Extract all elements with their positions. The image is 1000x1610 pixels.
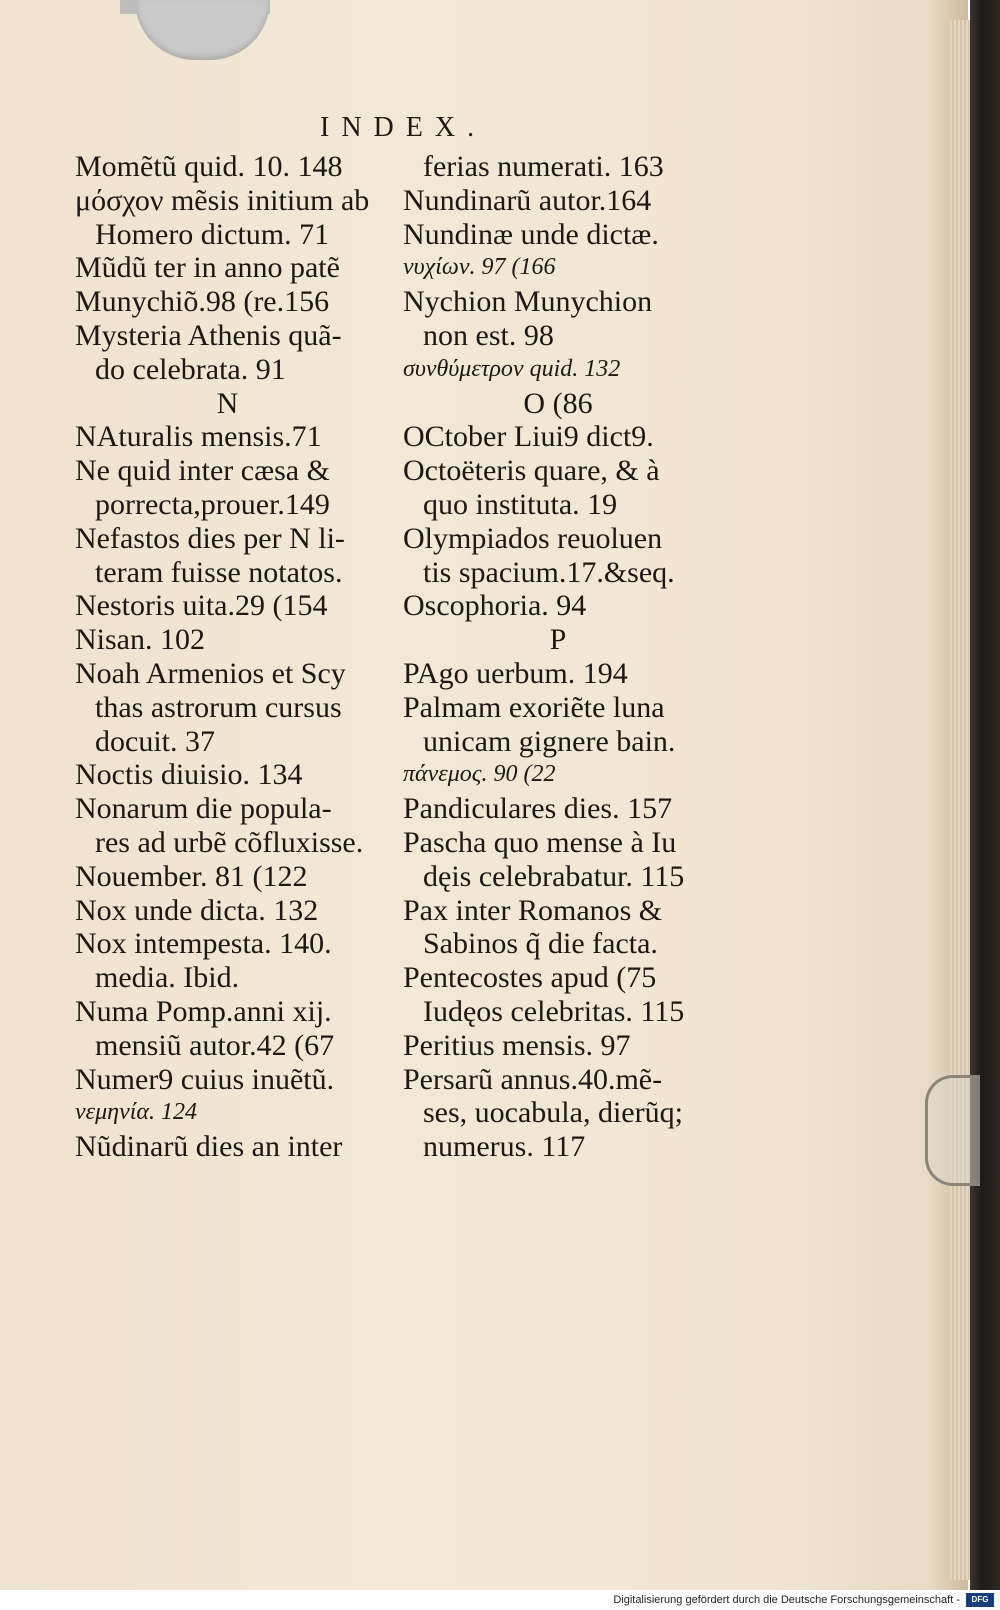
index-entry: Nũdinarũ dies an inter xyxy=(75,1130,343,1164)
index-entry: do celebrata. 91 xyxy=(95,352,286,386)
index-entry: porrecta,prouer.149 xyxy=(95,487,330,521)
running-head: INDEX. xyxy=(320,112,487,143)
index-entry: Nox intempesta. 140. xyxy=(75,927,332,961)
index-entry: Noah Armenios et Scy xyxy=(75,656,346,690)
index-entry: quo instituta. 19 xyxy=(423,487,618,521)
section-letter: O (86 xyxy=(523,386,593,420)
footer-text: Digitalisierung gefördert durch die Deutsche Forschungsgemeinschaft - xyxy=(613,1594,960,1606)
index-entry: Noctis diuisio. 134 xyxy=(75,758,303,792)
index-entry: mensiũ autor.42 (67 xyxy=(95,1028,335,1062)
index-entry: PAgo uerbum. 194 xyxy=(403,656,628,690)
index-entry: non est. 98 xyxy=(423,318,554,352)
index-entry: Munychiõ.98 (re.156 xyxy=(75,285,330,319)
index-entry: Mũdũ ter in anno patẽ xyxy=(75,251,340,285)
index-entry: Persarũ annus.40.mẽ- xyxy=(403,1062,663,1096)
index-entry: Nefastos dies per N li- xyxy=(75,521,345,555)
index-entry: νυχίων. 97 (166 xyxy=(403,254,556,281)
index-entry: tis spacium.17.&seq. xyxy=(423,555,675,589)
index-entry: Nouember. 81 (122 xyxy=(75,859,308,893)
index-column-left xyxy=(75,150,380,1164)
index-entry: συνθύμετρον quid. 132 xyxy=(403,355,621,382)
index-entry: Numa Pomp.anni xij. xyxy=(75,994,332,1028)
index-entry: teram fuisse notatos. xyxy=(95,555,343,589)
index-entry: Nonarum die popula- xyxy=(75,792,332,826)
index-entry: Pandiculares dies. 157 xyxy=(403,792,673,826)
index-entry: νεμηνία. 124 xyxy=(75,1099,197,1126)
book-edge xyxy=(970,0,1000,1590)
index-entry: Olympiados reuoluen xyxy=(403,521,663,555)
index-entry: Numer9 cuius inuẽtũ. xyxy=(75,1062,335,1096)
index-entry: Palmam exoriẽte luna xyxy=(403,690,665,724)
index-entry: Nychion Munychion xyxy=(403,285,653,319)
index-entry: Sabinos q̃ die facta. xyxy=(423,927,658,961)
section-letter: P xyxy=(549,623,567,657)
index-entry: Ne quid inter cæsa & xyxy=(75,454,330,488)
index-entry: Nundinæ unde dictæ. xyxy=(403,217,659,251)
paper-clip xyxy=(925,1075,980,1186)
digitization-footer xyxy=(0,1590,1000,1610)
index-entry: Mysteria Athenis quã- xyxy=(75,318,342,352)
index-entry: media. Ibid. xyxy=(95,961,240,995)
index-entry: Pax inter Romanos & xyxy=(403,893,663,927)
index-entry: μόσχον mẽsis initium ab xyxy=(75,183,370,217)
index-entry: ses, uocabula, dierũq; xyxy=(423,1096,683,1130)
dfg-logo: DFG xyxy=(966,1593,994,1607)
index-entry: Nisan. 102 xyxy=(75,623,205,657)
index-entry: Nox unde dicta. 132 xyxy=(75,893,319,927)
index-entry: thas astrorum cursus xyxy=(95,690,342,724)
index-entry: Nestoris uita.29 (154 xyxy=(75,589,328,623)
index-entry: Momẽtũ quid. 10. 148 xyxy=(75,150,343,183)
index-entry: numerus. 117 xyxy=(423,1130,586,1164)
index-entry: Octoëteris quare, & à xyxy=(403,454,660,488)
index-entry: ferias numerati. 163 xyxy=(423,150,664,183)
index-entry: res ad urbẽ cõfluxisse. xyxy=(95,825,364,859)
index-column-right xyxy=(403,150,713,1164)
index-entry: NAturalis mensis.71 xyxy=(75,420,322,454)
index-entry: Homero dictum. 71 xyxy=(95,217,330,251)
index-entry: Peritius mensis. 97 xyxy=(403,1028,631,1062)
index-entry: Oscophoria. 94 xyxy=(403,589,587,623)
index-entry: Pascha quo mense à Iu xyxy=(403,825,677,859)
index-entry: OCtober Liui9 dict9. xyxy=(403,420,654,454)
index-entry: πάνεμος. 90 (22 xyxy=(403,761,556,788)
page-edges xyxy=(950,20,972,1580)
index-entry: docuit. 37 xyxy=(95,724,215,758)
index-entry: Iudęos celebritas. 115 xyxy=(423,994,685,1028)
index-entry: Pentecostes apud (75 xyxy=(403,961,657,995)
section-letter: N xyxy=(216,386,239,420)
index-entry: unicam gignere bain. xyxy=(423,724,676,758)
index-entry: Nundinarũ autor.164 xyxy=(403,183,652,217)
index-entry: dęis celebrabatur. 115 xyxy=(423,859,685,893)
